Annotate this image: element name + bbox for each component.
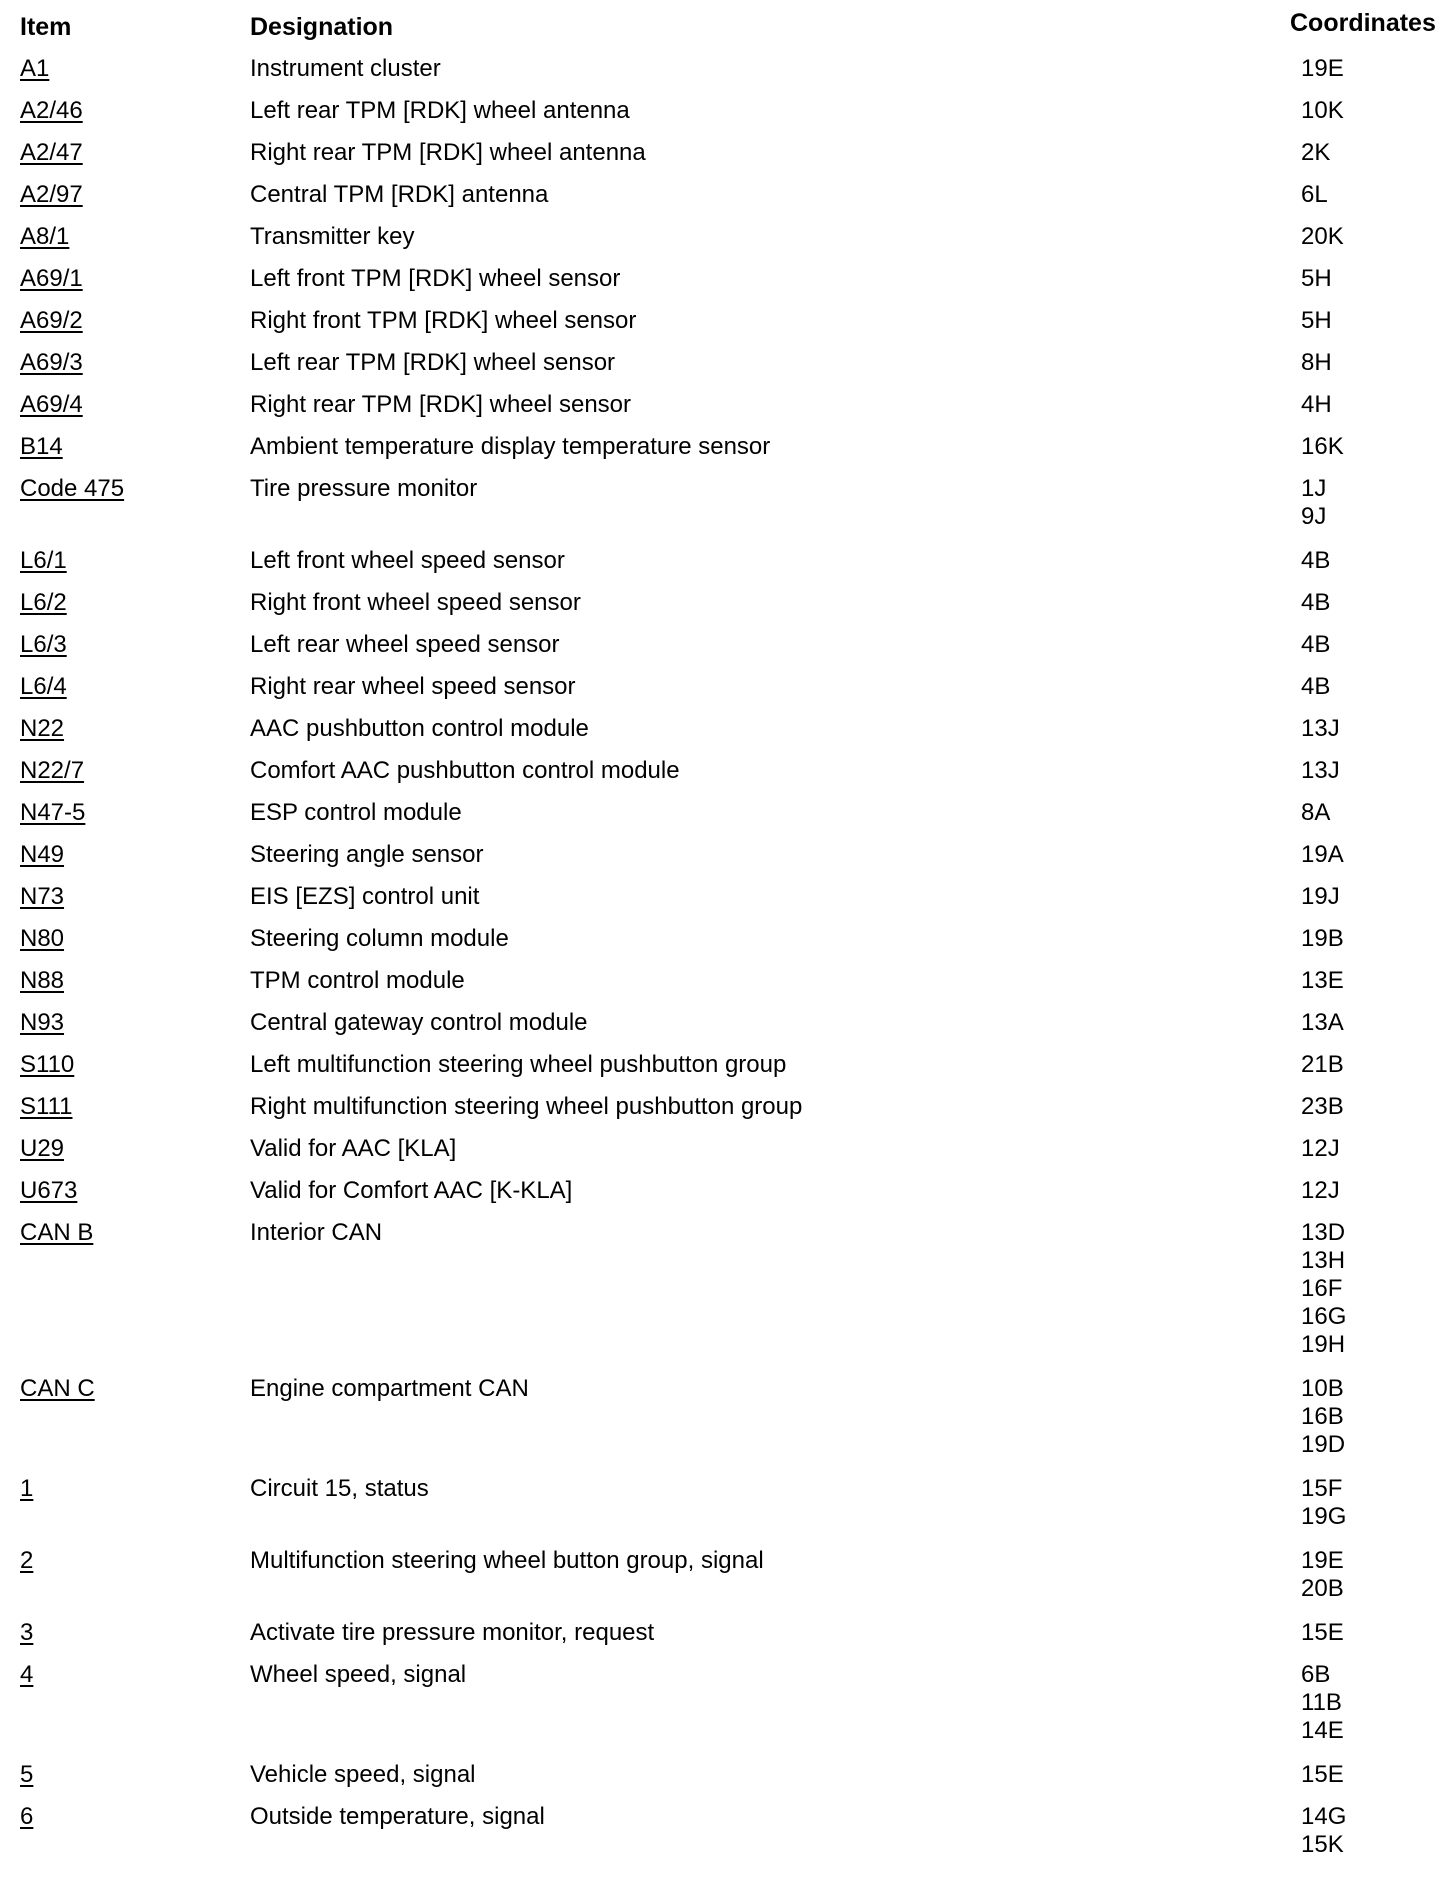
coordinates-cell [1301, 796, 1330, 827]
table-row [0, 964, 1456, 1006]
coordinates-cell [1301, 430, 1344, 461]
designation-text: Tire pressure monitor [250, 475, 478, 502]
designation-text: Central TPM [RDK] antenna [250, 181, 549, 208]
table-row [0, 1616, 1456, 1658]
coordinates-cell [1301, 472, 1326, 531]
designation-text: Outside temperature, signal [250, 1803, 545, 1830]
table-row [0, 304, 1456, 346]
designation-text: Multifunction steering wheel button group, signal [250, 1547, 764, 1574]
coordinates-cell [1301, 1006, 1344, 1037]
coordinate-value: 20K [1301, 223, 1344, 250]
table-row [0, 754, 1456, 796]
coordinates-cell [1301, 1216, 1346, 1359]
table-row [0, 472, 1456, 544]
designation-text: Right front TPM [RDK] wheel sensor [250, 307, 637, 334]
coordinate-value: 5H [1301, 307, 1332, 334]
coordinate-value: 5H [1301, 265, 1332, 292]
table-row [0, 1216, 1456, 1372]
designation-text: Left rear TPM [RDK] wheel sensor [250, 349, 616, 376]
coordinate-value: 8A [1301, 799, 1331, 826]
coordinate-value: 19E [1301, 55, 1344, 82]
designation-text: Right rear wheel speed sensor [250, 673, 576, 700]
coordinate-value: 13A [1301, 1009, 1344, 1036]
table-row [0, 1372, 1456, 1472]
designation-text: ESP control module [250, 799, 462, 826]
designation-text: Right rear TPM [RDK] wheel sensor [250, 391, 632, 418]
item-link[interactable]: A69/1 [20, 265, 83, 292]
designation-text: Transmitter key [250, 223, 415, 250]
item-link[interactable]: B14 [20, 433, 63, 460]
designation-text: Valid for AAC [KLA] [250, 1135, 457, 1162]
coordinate-value: 20B [1301, 1575, 1344, 1602]
header-coordinates: Coordinates [1290, 9, 1436, 37]
table-row [0, 880, 1456, 922]
table-row [0, 1472, 1456, 1544]
item-link[interactable]: N22/7 [20, 757, 85, 784]
coordinate-value: 16G [1301, 1303, 1347, 1330]
coordinate-value: 4B [1301, 589, 1331, 616]
header-item: Item [20, 13, 72, 41]
designation-text: Comfort AAC pushbutton control module [250, 757, 680, 784]
designation-text: Central gateway control module [250, 1009, 588, 1036]
item-link[interactable]: L6/2 [20, 589, 67, 616]
coordinate-value: 4B [1301, 631, 1331, 658]
coordinates-cell [1301, 1616, 1344, 1647]
coordinate-value: 14E [1301, 1717, 1344, 1744]
table-row [0, 220, 1456, 262]
designation-text: Left front TPM [RDK] wheel sensor [250, 265, 621, 292]
table-row [0, 628, 1456, 670]
coordinates-cell [1301, 964, 1344, 995]
coordinates-cell [1301, 262, 1332, 293]
table-row [0, 136, 1456, 178]
designation-text: Circuit 15, status [250, 1475, 429, 1502]
coordinates-cell [1301, 388, 1332, 419]
table-row [0, 388, 1456, 430]
coordinates-cell [1301, 136, 1330, 167]
coordinate-value: 15F [1301, 1475, 1343, 1502]
item-link[interactable]: U29 [20, 1135, 65, 1162]
coordinate-value: 15K [1301, 1831, 1344, 1858]
coordinate-value: 19G [1301, 1503, 1347, 1530]
table-row [0, 262, 1456, 304]
coordinate-value: 19D [1301, 1431, 1346, 1458]
item-link[interactable]: 1 [20, 1475, 34, 1502]
coordinate-value: 19A [1301, 841, 1344, 868]
coordinate-value: 15E [1301, 1619, 1344, 1646]
table-row [0, 430, 1456, 472]
legend-table [0, 52, 1456, 1872]
table-row [0, 670, 1456, 712]
item-link[interactable]: N93 [20, 1009, 65, 1036]
table-row [0, 1544, 1456, 1616]
coordinates-cell [1301, 178, 1328, 209]
designation-text: Left multifunction steering wheel pushbutton group [250, 1051, 787, 1078]
coordinates-cell [1301, 1048, 1344, 1079]
coordinates-cell [1301, 754, 1340, 785]
coordinate-value: 9J [1301, 503, 1327, 530]
coordinates-cell [1301, 544, 1330, 575]
designation-text: Left rear wheel speed sensor [250, 631, 560, 658]
coordinate-value: 10B [1301, 1375, 1344, 1402]
item-link[interactable]: S111 [20, 1093, 73, 1120]
designation-text: Right multifunction steering wheel pushbutton group [250, 1093, 803, 1120]
table-row [0, 1758, 1456, 1800]
coordinate-value: 14G [1301, 1803, 1347, 1830]
table-row [0, 178, 1456, 220]
coordinates-cell [1301, 1372, 1345, 1459]
designation-text: Left rear TPM [RDK] wheel antenna [250, 97, 630, 124]
item-link[interactable]: L6/1 [20, 547, 67, 574]
item-link[interactable]: U673 [20, 1177, 78, 1204]
table-row [0, 1048, 1456, 1090]
coordinate-value: 19J [1301, 883, 1340, 910]
table-row [0, 1006, 1456, 1048]
item-link[interactable]: A1 [20, 55, 50, 82]
coordinates-cell [1301, 1658, 1344, 1745]
item-link[interactable]: CAN B [20, 1219, 94, 1246]
coordinates-cell [1301, 1132, 1340, 1163]
coordinate-value: 2K [1301, 139, 1331, 166]
coordinates-cell [1301, 220, 1344, 251]
coordinate-value: 16B [1301, 1403, 1344, 1430]
table-row [0, 544, 1456, 586]
coordinates-cell [1301, 346, 1332, 377]
designation-text: Vehicle speed, signal [250, 1761, 476, 1788]
table-row [0, 922, 1456, 964]
table-row [0, 1800, 1456, 1872]
table-row [0, 1174, 1456, 1216]
item-link[interactable]: 4 [20, 1661, 34, 1688]
table-row [0, 712, 1456, 754]
coordinates-cell [1301, 712, 1340, 743]
designation-text: AAC pushbutton control module [250, 715, 589, 742]
item-link[interactable]: Code 475 [20, 475, 125, 502]
table-row [0, 1090, 1456, 1132]
coordinates-cell [1301, 1174, 1340, 1205]
designation-text: Steering angle sensor [250, 841, 484, 868]
coordinate-value: 10K [1301, 97, 1344, 124]
table-row [0, 1658, 1456, 1758]
coordinate-value: 13H [1301, 1247, 1346, 1274]
item-link[interactable]: N80 [20, 925, 65, 952]
coordinate-value: 13D [1301, 1219, 1346, 1246]
coordinate-value: 21B [1301, 1051, 1344, 1078]
coordinates-cell [1301, 1544, 1344, 1603]
item-link[interactable]: 2 [20, 1547, 34, 1574]
coordinates-cell [1301, 670, 1330, 701]
coordinate-value: 4B [1301, 673, 1331, 700]
item-link[interactable]: 5 [20, 1761, 34, 1788]
item-link[interactable]: A69/3 [20, 349, 83, 376]
table-row [0, 52, 1456, 94]
item-link[interactable]: A8/1 [20, 223, 70, 250]
item-link[interactable]: N73 [20, 883, 65, 910]
designation-text: Interior CAN [250, 1219, 383, 1246]
designation-text: Right front wheel speed sensor [250, 589, 581, 616]
designation-text: TPM control module [250, 967, 465, 994]
item-link[interactable]: N22 [20, 715, 65, 742]
coordinate-value: 16F [1301, 1275, 1343, 1302]
coordinate-value: 13J [1301, 715, 1340, 742]
item-link[interactable]: A2/46 [20, 97, 83, 124]
table-header [0, 0, 1456, 52]
coordinates-cell [1301, 304, 1332, 335]
coordinate-value: 19H [1301, 1331, 1346, 1358]
header-designation: Designation [250, 13, 394, 41]
designation-text: Instrument cluster [250, 55, 441, 82]
item-link[interactable]: A2/47 [20, 139, 83, 166]
coordinate-value: 13E [1301, 967, 1344, 994]
item-link[interactable]: N49 [20, 841, 65, 868]
table-row [0, 94, 1456, 136]
coordinates-cell [1301, 52, 1344, 83]
designation-text: Valid for Comfort AAC [K-KLA] [250, 1177, 573, 1204]
table-row [0, 586, 1456, 628]
item-link[interactable]: S110 [20, 1051, 75, 1078]
coordinates-cell [1301, 586, 1330, 617]
coordinate-value: 23B [1301, 1093, 1344, 1120]
designation-text: Right rear TPM [RDK] wheel antenna [250, 139, 646, 166]
coordinates-cell [1301, 1090, 1344, 1121]
coordinate-value: 11B [1301, 1689, 1342, 1716]
designation-text: Ambient temperature display temperature sensor [250, 433, 771, 460]
coordinates-cell [1301, 1758, 1344, 1789]
coordinate-value: 19B [1301, 925, 1344, 952]
item-link[interactable]: L6/4 [20, 673, 67, 700]
coordinate-value: 16K [1301, 433, 1344, 460]
coordinate-value: 4B [1301, 547, 1331, 574]
coordinate-value: 19E [1301, 1547, 1344, 1574]
coordinates-cell [1301, 94, 1344, 125]
item-link[interactable]: N88 [20, 967, 65, 994]
item-link[interactable]: L6/3 [20, 631, 67, 658]
designation-text: EIS [EZS] control unit [250, 883, 480, 910]
coordinates-cell [1301, 880, 1340, 911]
coordinates-cell [1301, 922, 1344, 953]
coordinate-value: 12J [1301, 1135, 1340, 1162]
table-row [0, 838, 1456, 880]
coordinate-value: 6L [1301, 181, 1328, 208]
coordinates-cell [1301, 1472, 1346, 1531]
item-link[interactable]: 6 [20, 1803, 34, 1830]
designation-text: Steering column module [250, 925, 509, 952]
designation-text: Wheel speed, signal [250, 1661, 467, 1688]
coordinate-value: 12J [1301, 1177, 1340, 1204]
coordinate-value: 1J [1301, 475, 1327, 502]
item-link[interactable]: CAN C [20, 1375, 95, 1402]
table-row [0, 346, 1456, 388]
coordinate-value: 4H [1301, 391, 1332, 418]
table-row [0, 796, 1456, 838]
table-row [0, 1132, 1456, 1174]
item-link[interactable]: N47-5 [20, 799, 86, 826]
coordinates-cell [1301, 838, 1344, 869]
item-link[interactable]: A69/4 [20, 391, 83, 418]
coordinates-cell [1301, 1800, 1346, 1859]
designation-text: Engine compartment CAN [250, 1375, 529, 1402]
item-link[interactable]: A2/97 [20, 181, 83, 208]
item-link[interactable]: 3 [20, 1619, 34, 1646]
coordinates-cell [1301, 628, 1330, 659]
coordinate-value: 13J [1301, 757, 1340, 784]
designation-text: Left front wheel speed sensor [250, 547, 565, 574]
coordinate-value: 8H [1301, 349, 1332, 376]
coordinate-value: 6B [1301, 1661, 1331, 1688]
item-link[interactable]: A69/2 [20, 307, 83, 334]
coordinate-value: 15E [1301, 1761, 1344, 1788]
designation-text: Activate tire pressure monitor, request [250, 1619, 655, 1646]
